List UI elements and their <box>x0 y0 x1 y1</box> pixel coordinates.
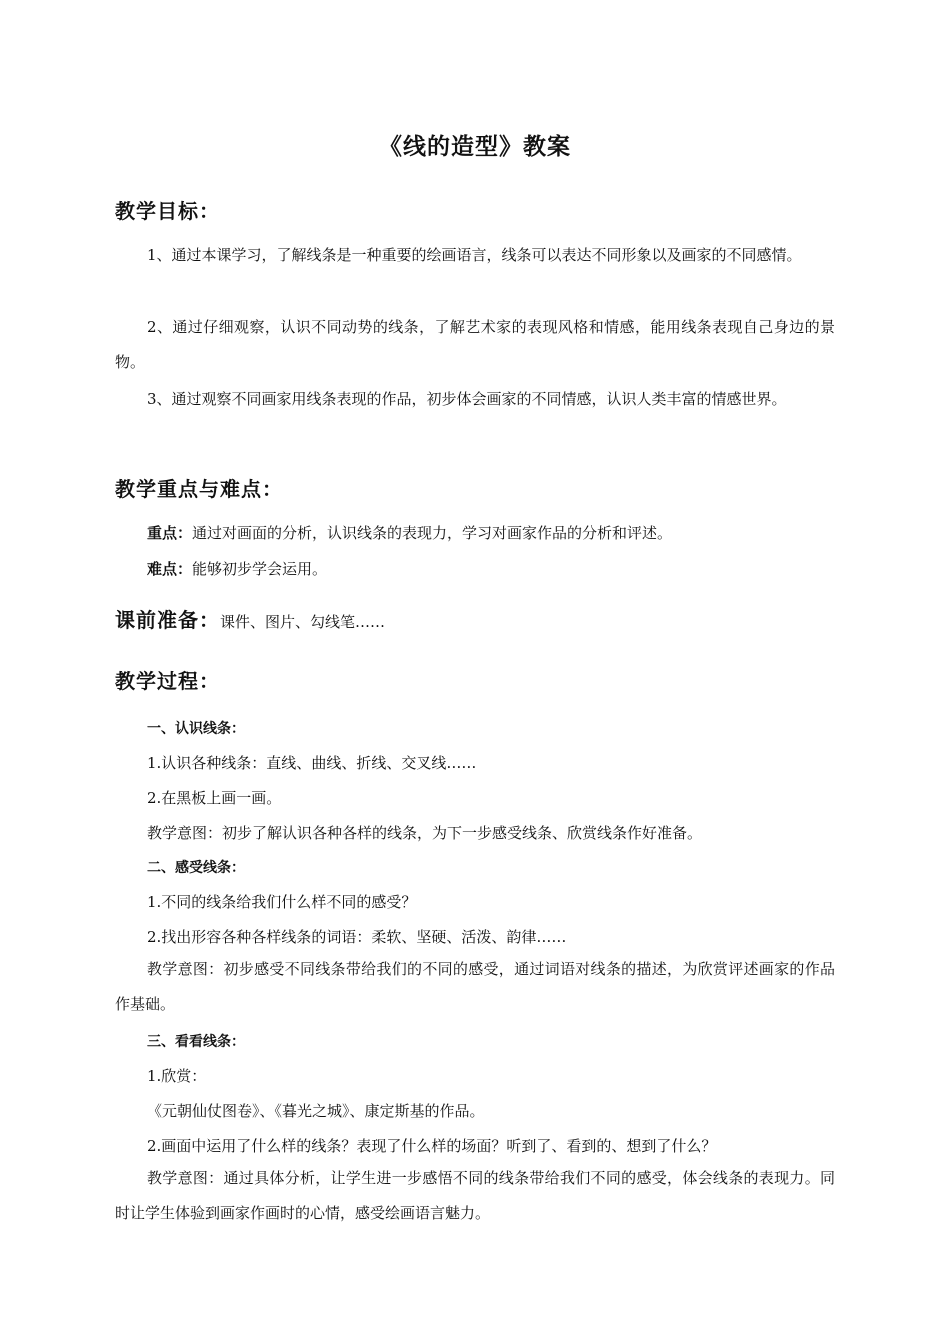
preparation-text: 课件、图片、勾线笔…… <box>220 613 386 631</box>
section3-works: 《元朝仙仗图卷》、《暮光之城》、康定斯基的作品。 <box>147 1102 485 1120</box>
difficulty-line <box>147 558 327 579</box>
objective-item-1: 1、通过本课学习，了解线条是一种重要的绘画语言，线条可以表达不同形象以及画家的不同感情。 <box>147 246 802 264</box>
focus-label: 重点： <box>147 524 193 542</box>
document-title: 《线的造型》教案 <box>379 134 571 160</box>
objectives-heading: 教学目标： <box>115 199 220 223</box>
focus-line <box>147 522 672 543</box>
process-heading: 教学过程： <box>115 669 220 693</box>
difficulty-label: 难点： <box>147 560 193 578</box>
key-points-heading: 教学重点与难点： <box>115 477 283 501</box>
preparation-label: 课前准备： <box>115 608 220 632</box>
section3-line1: 1.欣赏： <box>147 1067 207 1085</box>
section3-intent: 教学意图：通过具体分析，让学生进一步感悟不同的线条带给我们不同的感受，体会线条的表现力。同时让学生体验到画家作画时的心情，感受绘画语言魅力。 <box>115 1169 835 1222</box>
focus-text: 通过对画面的分析，认识线条的表现力，学习对画家作品的分析和评述。 <box>192 524 673 542</box>
section2-line1: 1.不同的线条给我们什么样不同的感受？ <box>147 893 417 911</box>
section2-intent: 教学意图：初步感受不同线条带给我们的不同的感受，通过词语对线条的描述，为欣赏评述画家的作品作基础。 <box>115 960 835 1013</box>
objective-item-2: 2、通过仔细观察，认识不同动势的线条，了解艺术家的表现风格和情感，能用线条表现自己身边的景物。 <box>115 318 835 371</box>
section3-title: 三、看看线条： <box>147 1034 245 1050</box>
section2-line2: 2.找出形容各种各样线条的词语：柔软、坚硬、活泼、韵律…… <box>147 928 567 946</box>
section2-title: 二、感受线条： <box>147 860 245 876</box>
section1-intent: 教学意图：初步了解认识各种各样的线条，为下一步感受线条、欣赏线条作好准备。 <box>147 824 703 842</box>
preparation-heading <box>115 604 385 633</box>
objective-item-3: 3、通过观察不同画家用线条表现的作品，初步体会画家的不同情感，认识人类丰富的情感世界。 <box>147 390 787 408</box>
section1-title: 一、认识线条： <box>147 721 245 737</box>
section1-line1: 1.认识各种线条：直线、曲线、折线、交叉线…… <box>147 754 477 772</box>
section1-line2: 2.在黑板上画一画。 <box>147 789 282 807</box>
section3-line2: 2.画面中运用了什么样的线条？表现了什么样的场面？听到了、看到的、想到了什么？ <box>147 1137 717 1155</box>
difficulty-text: 能够初步学会运用。 <box>192 560 328 578</box>
